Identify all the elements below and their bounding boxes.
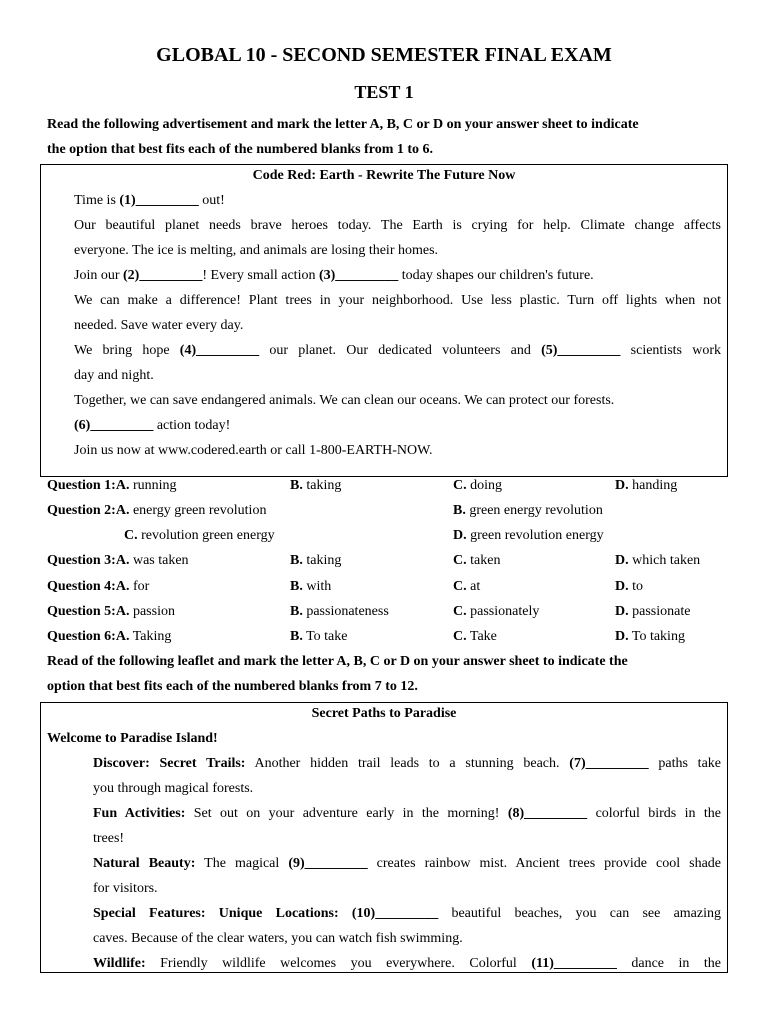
question-1-option-c: C. doing bbox=[453, 478, 503, 493]
blank-9: (9)_________ bbox=[288, 856, 368, 871]
leaflet-item-line: Natural Beauty: The magical (9)_________ creates rainbow mist. Ancient trees provide cool shade bbox=[93, 856, 721, 871]
passage-line: (6)_________ action today! bbox=[74, 418, 231, 433]
instruction-line: option that best fits each of the numbered blanks from 7 to 12. bbox=[47, 679, 418, 694]
leaflet-item-line: Wildlife: Friendly wildlife welcomes you everywhere. Colorful (11)_________ dance in the bbox=[93, 956, 721, 971]
passage-line: We bring hope (4)_________ our planet. Our dedicated volunteers and (5)_________ scientists work bbox=[74, 343, 721, 358]
blank-1: (1)_________ bbox=[119, 193, 199, 208]
question-3-option-d: D. which taken bbox=[615, 553, 701, 568]
question-5-option-c: C. passionately bbox=[453, 604, 540, 619]
passage-line: We can make a difference! Plant trees in your neighborhood. Use less plastic. Turn off lights when not bbox=[74, 293, 721, 308]
passage-line: Time is (1)_________ out! bbox=[74, 193, 225, 208]
leaflet-item-line: Special Features: Unique Locations: (10)_________ beautiful beaches, you can see amazing bbox=[93, 906, 721, 921]
leaflet-item-line: for visitors. bbox=[93, 881, 158, 896]
question-2-option-c: C. revolution green energy bbox=[124, 528, 275, 543]
blank-7: (7)_________ bbox=[569, 756, 649, 771]
question-6-option-b: B. To take bbox=[290, 629, 348, 644]
question-2-label: Question 2:A. energy green revolution bbox=[47, 503, 267, 518]
question-4-option-c: C. at bbox=[453, 579, 481, 594]
passage-line: day and night. bbox=[74, 368, 154, 383]
question-6-option-d: D. To taking bbox=[615, 629, 685, 644]
blank-10: (10)_________ bbox=[351, 906, 439, 921]
question-4-label: Question 4:A. for bbox=[47, 579, 150, 594]
question-2-option-b: B. green energy revolution bbox=[453, 503, 603, 518]
section1-instruction bbox=[47, 112, 737, 162]
question-6-label: Question 6:A. Taking bbox=[47, 629, 172, 644]
advertisement-box bbox=[40, 164, 728, 477]
blank-2: (2)_________ bbox=[123, 268, 203, 283]
instruction-line: the option that best fits each of the numbered blanks from 1 to 6. bbox=[47, 142, 434, 157]
instruction-line: Read of the following leaflet and mark the letter A, B, C or D on your answer sheet to indicate the bbox=[47, 654, 628, 669]
section2-instruction bbox=[47, 649, 737, 699]
leaflet-welcome: Welcome to Paradise Island! bbox=[47, 731, 218, 746]
passage-line: Together, we can save endangered animals. We can clean our oceans. We can protect our forests. bbox=[74, 393, 615, 408]
leaflet-item-line: you through magical forests. bbox=[93, 781, 254, 796]
blank-5: (5)_________ bbox=[541, 343, 621, 358]
question-4-option-b: B. with bbox=[290, 579, 332, 594]
leaflet-item-line: trees! bbox=[93, 831, 125, 846]
test-number: TEST 1 bbox=[354, 82, 414, 102]
blank-11: (11)_________ bbox=[531, 956, 617, 971]
question-4-option-d: D. to bbox=[615, 579, 644, 594]
question-5-option-d: D. passionate bbox=[615, 604, 691, 619]
passage-line: Join our (2)_________! Every small action (3)_________ today shapes our children's future. bbox=[74, 268, 594, 283]
question-1-label: Question 1:A. running bbox=[47, 478, 177, 493]
question-5-option-b: B. passionateness bbox=[290, 604, 389, 619]
blank-4: (4)_________ bbox=[179, 343, 260, 358]
blank-8: (8)_________ bbox=[507, 806, 588, 821]
advertisement-title: Code Red: Earth - Rewrite The Future Now bbox=[252, 168, 516, 183]
question-6-option-c: C. Take bbox=[453, 629, 497, 644]
blank-6: (6)_________ bbox=[74, 418, 154, 433]
instruction-line: Read the following advertisement and mark the letter A, B, C or D on your answer sheet to indicate bbox=[47, 117, 639, 132]
leaflet-box bbox=[40, 702, 728, 973]
passage-line: Our beautiful planet needs brave heroes today. The Earth is crying for help. Climate change affects bbox=[74, 218, 721, 233]
passage-line: needed. Save water every day. bbox=[74, 318, 244, 333]
passage-line: everyone. The ice is melting, and animals are losing their homes. bbox=[74, 243, 439, 258]
question-2-option-d: D. green revolution energy bbox=[453, 528, 604, 543]
question-3-option-b: B. taking bbox=[290, 553, 342, 568]
passage-line: Join us now at www.codered.earth or call 1-800-EARTH-NOW. bbox=[74, 443, 433, 458]
leaflet-title: Secret Paths to Paradise bbox=[311, 706, 457, 721]
question-1-option-b: B. taking bbox=[290, 478, 342, 493]
question-3-label: Question 3:A. was taken bbox=[47, 553, 189, 568]
leaflet-item-line: caves. Because of the clear waters, you can watch fish swimming. bbox=[93, 931, 463, 946]
leaflet-item-line: Fun Activities: Set out on your adventure early in the morning! (8)_________ colorful birds in the bbox=[93, 806, 722, 821]
question-1-option-d: D. handing bbox=[615, 478, 678, 493]
leaflet-item-line: Discover: Secret Trails: Another hidden trail leads to a stunning beach. (7)_________ paths take bbox=[93, 756, 721, 771]
exam-title: GLOBAL 10 - SECOND SEMESTER FINAL EXAM bbox=[156, 44, 612, 66]
question-5-label: Question 5:A. passion bbox=[47, 604, 175, 619]
question-3-option-c: C. taken bbox=[453, 553, 501, 568]
blank-3: (3)_________ bbox=[318, 268, 399, 283]
